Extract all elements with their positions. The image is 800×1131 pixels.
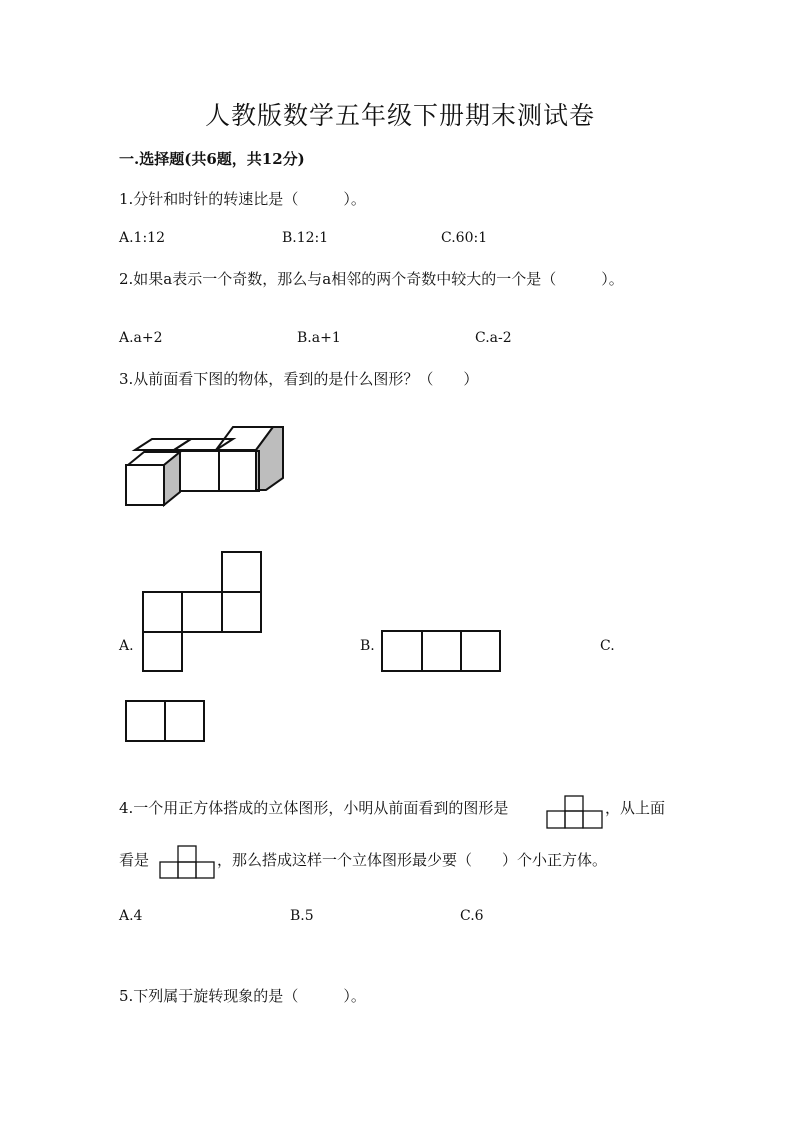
q3-option-b: B.: [360, 638, 375, 654]
q4-option-c: C.6: [460, 908, 484, 924]
q4-stem-part2: ，从上面: [605, 799, 666, 817]
q1-option-a: A.1:12: [119, 230, 165, 246]
q1-stem: 1.分针和时针的转速比是（ ）。: [119, 190, 366, 208]
q4-option-a: A.4: [119, 908, 143, 924]
q1-option-c: C.60:1: [441, 230, 488, 246]
q3-option-c: C.: [600, 638, 615, 654]
q2-option-a: A.a+2: [119, 330, 163, 346]
q2-stem: 2.如果a表示一个奇数，那么与a相邻的两个奇数中较大的一个是（ ）。: [119, 270, 624, 288]
q2-option-c: C.a-2: [475, 330, 512, 346]
q5-stem: 5.下列属于旋转现象的是（ ）。: [119, 987, 366, 1005]
page-title: 人教版数学五年级下册期末测试卷: [204, 101, 595, 130]
q3-option-a: A.: [119, 638, 134, 654]
q4-option-b: B.5: [290, 908, 314, 924]
q1-option-b: B.12:1: [282, 230, 329, 246]
q4-stem-part3: 看是: [119, 851, 150, 869]
q3-stem: 3.从前面看下图的物体，看到的是什么图形？（ ）: [119, 370, 479, 388]
q4-stem-part1: 4.一个用正方体搭成的立体图形，小明从前面看到的图形是: [119, 799, 509, 817]
q4-stem-part4: ，那么搭成这样一个立体图形最少要（ ）个小正方体。: [217, 851, 608, 869]
q2-option-b: B.a+1: [297, 330, 341, 346]
section-heading: 一.选择题(共6题，共12分): [119, 150, 305, 168]
